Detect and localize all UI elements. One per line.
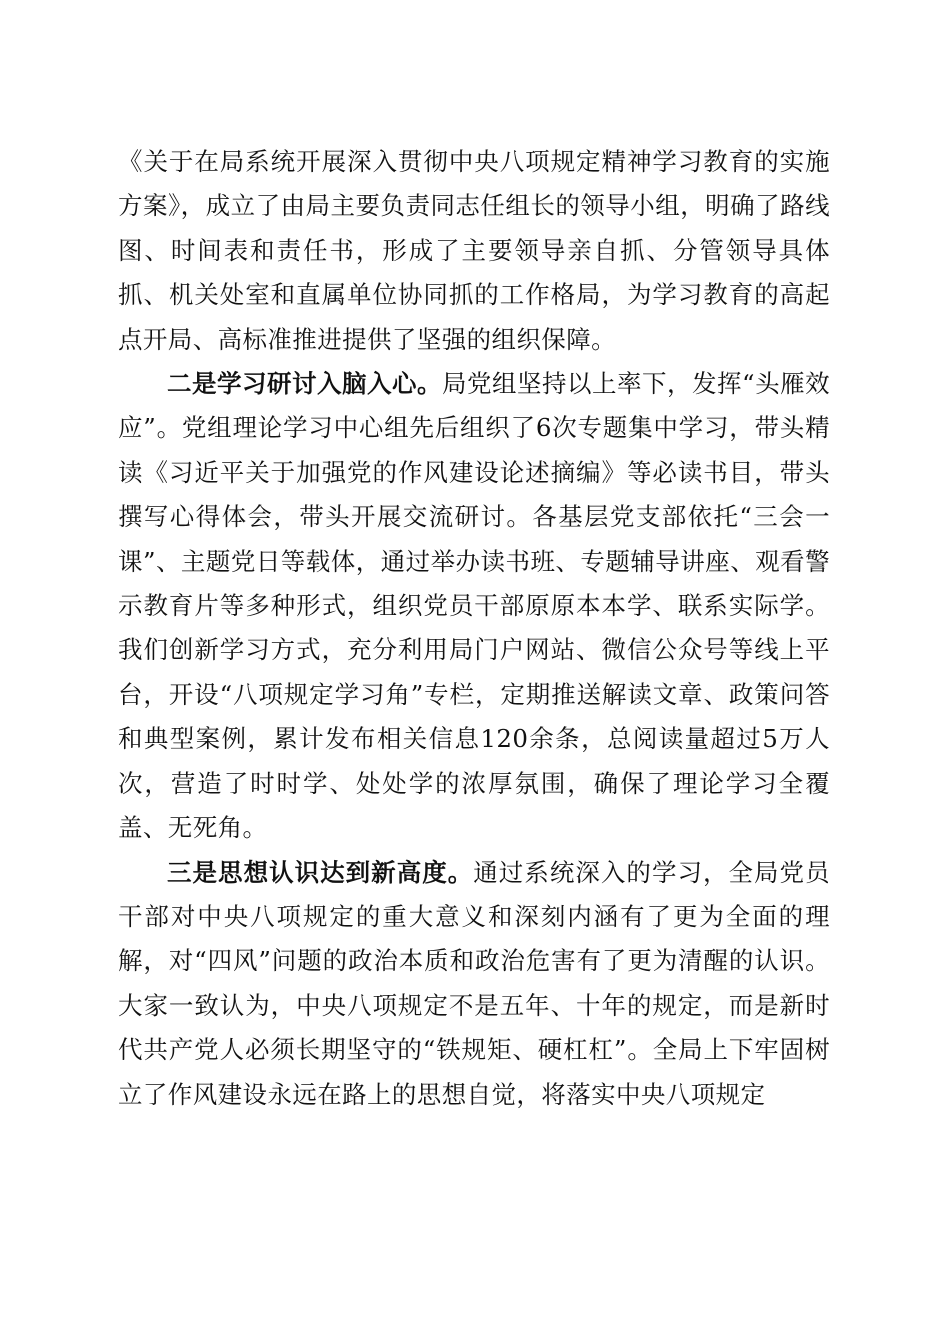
document-body xyxy=(118,140,830,1117)
paragraph-3 xyxy=(118,851,830,1117)
paragraph-3-text: 通过系统深入的学习，全局党员干部对中央八项规定的重大意义和深刻内涵有了更为全面的理解，对“四风”问题的政治本质和政治危害有了更为清醒的认识。大家一致认为，中央八项规定不是五年、十年的规定，而是新时代共产党人必须长期坚守的“铁规矩、硬杠杠”。全局上下牢固树立了作风建设永远在路上的思想自觉，将落实中央八项规定 xyxy=(118,857,830,1109)
paragraph-2 xyxy=(118,362,830,850)
paragraph-3-lead: 三是思想认识达到新高度。 xyxy=(167,857,474,887)
paragraph-1 xyxy=(118,140,830,362)
paragraph-1-text: 《关于在局系统开展深入贯彻中央八项规定精神学习教育的实施方案》，成立了由局主要负责同志任组长的领导小组，明确了路线图、时间表和责任书，形成了主要领导亲自抓、分管领导具体抓、机关处室和直属单位协同抓的工作格局，为学习教育的高起点开局、高标准推进提供了坚强的组织保障。 xyxy=(118,147,830,354)
paragraph-2-text: 局党组坚持以上率下，发挥“头雁效应”。党组理论学习中心组先后组织了6次专题集中学习，带头精读《习近平关于加强党的作风建设论述摘编》等必读书目，带头撰写心得体会，带头开展交流研讨。各基层党支部依托“三会一课”、主题党日等载体，通过举办读书班、专题辅导讲座、观看警示教育片等多种形式，组织党员干部原原本本学、联系实际学。我们创新学习方式，充分利用局门户网站、微信公众号等线上平台，开设“八项规定学习角”专栏，定期推送解读文章、政策问答和典型案例，累计发布相关信息120余条，总阅读量超过5万人次，营造了时时学、处处学的浓厚氛围，确保了理论学习全覆盖、无死角。 xyxy=(118,369,830,843)
paragraph-2-lead: 二是学习研讨入脑入心。 xyxy=(167,369,443,399)
